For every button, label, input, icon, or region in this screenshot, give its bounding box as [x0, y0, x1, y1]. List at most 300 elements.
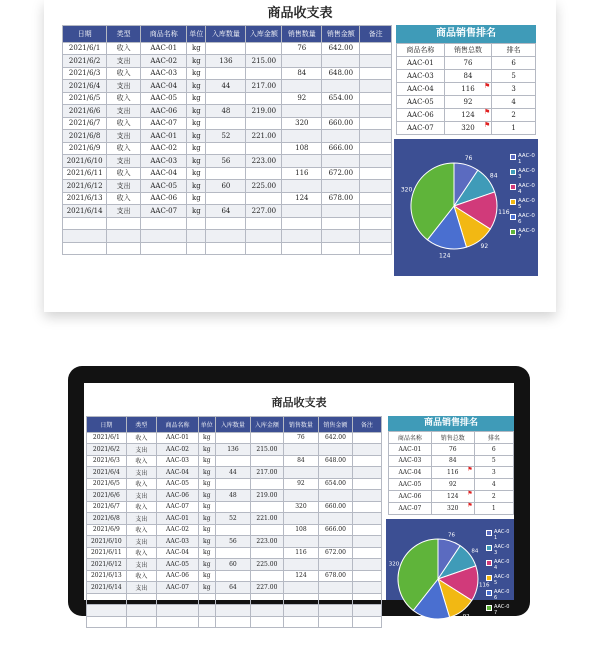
- screen-cell-in-amount: [251, 570, 283, 582]
- screen-cell-date: 2021/6/13: [87, 570, 127, 582]
- cell-sales-qty: [282, 130, 322, 143]
- screen-chart-legend: [486, 529, 512, 619]
- screen-cell-note: [352, 513, 381, 525]
- screen-cell-in-amount: 215.00: [251, 444, 283, 456]
- flag-icon: ⚑: [484, 82, 491, 90]
- ranking-product: AAC-07: [397, 122, 445, 135]
- cell-sales-qty: 124: [282, 192, 322, 205]
- screen-table-row: [87, 547, 382, 559]
- screen-cell-sales-amount: 678.00: [319, 570, 352, 582]
- screen-cell-type: 收入: [126, 455, 156, 467]
- cell-sales-amount: 642.00: [322, 42, 360, 55]
- cell-type: 收入: [107, 117, 141, 130]
- cell-unit: kg: [187, 142, 206, 155]
- cell-sales-amount: 660.00: [322, 117, 360, 130]
- screen-cell-note: [352, 455, 381, 467]
- screen-cell-sales-qty: [283, 582, 319, 594]
- screen-cell-in-qty: 52: [215, 513, 251, 525]
- table-row: [63, 180, 392, 193]
- ranking-title: 商品销售排名: [396, 25, 536, 43]
- cell-product: AAC-02: [141, 55, 187, 68]
- screen-flag-icon: ⚑: [467, 489, 473, 497]
- screen-cell-unit: kg: [198, 536, 215, 548]
- screen-ranking-rank: 3: [474, 467, 513, 479]
- cell-unit: kg: [187, 130, 206, 143]
- screen-cell-in-amount: 225.00: [251, 559, 283, 571]
- screen-header-date: 日期: [87, 417, 127, 433]
- table-row: [63, 67, 392, 80]
- legend-swatch: [510, 184, 516, 190]
- chart-legend: [510, 153, 536, 243]
- screen-header-type: 类型: [126, 417, 156, 433]
- screen-cell-sales-qty: 76: [283, 432, 319, 444]
- screen-ledger-header-row: [87, 417, 382, 433]
- cell-in-qty: [206, 142, 246, 155]
- cell-note: [360, 155, 392, 168]
- screen-cell-date: 2021/6/7: [87, 501, 127, 513]
- screen-cell-product: AAC-07: [157, 582, 199, 594]
- screen-cell-type: 收入: [126, 570, 156, 582]
- ranking-header-total: 销售总数: [444, 44, 492, 57]
- screen-header-note: 备注: [352, 417, 381, 433]
- ranking-header-rank: 排名: [492, 44, 536, 57]
- screen-cell-product: AAC-06: [157, 570, 199, 582]
- flag-icon: ⚑: [484, 121, 491, 129]
- screen-cell-sales-qty: [283, 513, 319, 525]
- cell-in-qty: 56: [206, 155, 246, 168]
- legend-label: AAC-04: [518, 183, 535, 195]
- cell-in-amount: [246, 192, 282, 205]
- screen-cell-sales-qty: [283, 536, 319, 548]
- screen-cell-sales-amount: 642.00: [319, 432, 352, 444]
- cell-note: [360, 105, 392, 118]
- ranking-total: 116: [461, 85, 475, 93]
- screen-ranking-product: AAC-01: [389, 443, 432, 455]
- screen-table-row: [87, 467, 382, 479]
- cell-in-qty: [206, 67, 246, 80]
- screen-cell-unit: kg: [198, 547, 215, 559]
- cell-unit: kg: [187, 155, 206, 168]
- screen-cell-sales-qty: 92: [283, 478, 319, 490]
- cell-in-qty: 60: [206, 180, 246, 193]
- screen-cell-in-qty: [215, 455, 251, 467]
- screen-cell-in-qty: 136: [215, 444, 251, 456]
- table-row: [63, 130, 392, 143]
- cell-in-amount: 217.00: [246, 80, 282, 93]
- cell-date: 2021/6/14: [63, 205, 107, 218]
- legend-item: [510, 168, 536, 180]
- cell-note: [360, 55, 392, 68]
- ranking-table: [396, 43, 536, 135]
- screen-ranking-total-cell: [431, 502, 474, 514]
- screen-cell-note: [352, 432, 381, 444]
- screen-cell-unit: kg: [198, 490, 215, 502]
- screen-cell-date: 2021/6/5: [87, 478, 127, 490]
- screen-cell-note: [352, 536, 381, 548]
- legend-label: AAC-06: [518, 213, 535, 225]
- cell-type: 支出: [107, 105, 141, 118]
- screen-cell-note: [352, 559, 381, 571]
- screen-ranking-header-product: 商品名称: [389, 432, 432, 444]
- ranking-row: [397, 57, 536, 70]
- screen-cell-sales-qty: [283, 559, 319, 571]
- cell-product: AAC-06: [141, 192, 187, 205]
- cell-sales-amount: 672.00: [322, 167, 360, 180]
- cell-product: AAC-04: [141, 167, 187, 180]
- ranking-product: AAC-03: [397, 70, 445, 83]
- screen-cell-note: [352, 501, 381, 513]
- cell-in-qty: [206, 42, 246, 55]
- screen-ranking-header-total: 销售总数: [431, 432, 474, 444]
- screen-cell-sales-qty: 124: [283, 570, 319, 582]
- screen-cell-in-qty: 56: [215, 536, 251, 548]
- screen-header-sales-amount: 销售金额: [319, 417, 352, 433]
- screen-ranking-row: [389, 502, 514, 514]
- screen-header-product: 商品名称: [157, 417, 199, 433]
- screen-ranking-total-cell: [431, 455, 474, 467]
- screen-table-row: [87, 536, 382, 548]
- screen-cell-product: AAC-02: [157, 524, 199, 536]
- screen-cell-note: [352, 570, 381, 582]
- screen-cell-in-amount: [251, 478, 283, 490]
- screen-table-row: [87, 490, 382, 502]
- screen-flag-icon: ⚑: [467, 466, 473, 474]
- screen-cell-in-amount: 217.00: [251, 467, 283, 479]
- header-unit: 单位: [187, 26, 206, 43]
- screen-cell-type: 支出: [126, 490, 156, 502]
- screen-cell-product: AAC-03: [157, 455, 199, 467]
- legend-swatch: [510, 154, 516, 160]
- legend-label: AAC-05: [518, 198, 535, 210]
- legend-item: [510, 228, 536, 240]
- screen-cell-in-qty: [215, 524, 251, 536]
- screen-ranking-total: 116: [447, 469, 459, 477]
- screen-cell-unit: kg: [198, 444, 215, 456]
- screen-cell-product: AAC-01: [157, 513, 199, 525]
- cell-sales-qty: 320: [282, 117, 322, 130]
- cell-date: 2021/6/7: [63, 117, 107, 130]
- screen-table-row: [87, 582, 382, 594]
- screen-cell-date: 2021/6/12: [87, 559, 127, 571]
- screen-cell-sales-amount: [319, 559, 352, 571]
- screen-table-row: [87, 513, 382, 525]
- cell-date: 2021/6/9: [63, 142, 107, 155]
- cell-sales-qty: 108: [282, 142, 322, 155]
- header-product: 商品名称: [141, 26, 187, 43]
- cell-date: 2021/6/11: [63, 167, 107, 180]
- ranking-row: [397, 83, 536, 96]
- screen-table-row: [87, 455, 382, 467]
- cell-date: 2021/6/4: [63, 80, 107, 93]
- cell-sales-amount: [322, 155, 360, 168]
- screen-table-row: [87, 432, 382, 444]
- cell-note: [360, 92, 392, 105]
- cell-sales-qty: [282, 155, 322, 168]
- empty-row: [63, 230, 392, 243]
- empty-row: [63, 242, 392, 255]
- screen-ranking-rank: 6: [474, 443, 513, 455]
- screen-cell-in-qty: [215, 501, 251, 513]
- table-row: [63, 117, 392, 130]
- cell-type: 支出: [107, 80, 141, 93]
- screen-cell-type: 支出: [126, 513, 156, 525]
- screen-cell-sales-amount: 672.00: [319, 547, 352, 559]
- screen-cell-note: [352, 524, 381, 536]
- cell-product: AAC-07: [141, 205, 187, 218]
- cell-type: 收入: [107, 142, 141, 155]
- cell-product: AAC-03: [141, 67, 187, 80]
- cell-type: 收入: [107, 67, 141, 80]
- cell-product: AAC-05: [141, 180, 187, 193]
- screen-pie-data-label: 92: [462, 614, 470, 621]
- screen-cell-in-qty: [215, 478, 251, 490]
- screen-cell-type: 支出: [126, 467, 156, 479]
- cell-date: 2021/6/10: [63, 155, 107, 168]
- screen-empty-row: [87, 593, 382, 605]
- screen-cell-type: 收入: [126, 547, 156, 559]
- screen-cell-unit: kg: [198, 513, 215, 525]
- screen-cell-in-qty: 60: [215, 559, 251, 571]
- cell-in-amount: [246, 142, 282, 155]
- cell-in-amount: 219.00: [246, 105, 282, 118]
- cell-type: 收入: [107, 42, 141, 55]
- cell-product: AAC-04: [141, 80, 187, 93]
- cell-in-amount: [246, 67, 282, 80]
- cell-sales-amount: 654.00: [322, 92, 360, 105]
- ranking-product: AAC-01: [397, 57, 445, 70]
- cell-sales-qty: [282, 55, 322, 68]
- ranking-row: [397, 96, 536, 109]
- cell-sales-qty: [282, 105, 322, 118]
- ranking-total-cell: [444, 96, 492, 109]
- cell-sales-qty: 84: [282, 67, 322, 80]
- screen-ranking-total-cell: [431, 467, 474, 479]
- cell-unit: kg: [187, 80, 206, 93]
- cell-sales-amount: [322, 55, 360, 68]
- cell-type: 支出: [107, 155, 141, 168]
- screen-cell-note: [352, 490, 381, 502]
- screen-header-sales-qty: 销售数量: [283, 417, 319, 433]
- header-sales-amount: 销售金额: [322, 26, 360, 43]
- screen-cell-unit: kg: [198, 501, 215, 513]
- screen-cell-sales-qty: [283, 467, 319, 479]
- cell-sales-amount: 666.00: [322, 142, 360, 155]
- screen-cell-in-qty: [215, 547, 251, 559]
- cell-unit: kg: [187, 180, 206, 193]
- screen-cell-product: AAC-01: [157, 432, 199, 444]
- screen-cell-product: AAC-02: [157, 444, 199, 456]
- cell-sales-amount: 648.00: [322, 67, 360, 80]
- screen-cell-in-qty: [215, 432, 251, 444]
- screen-ranking-product: AAC-06: [389, 490, 432, 502]
- cell-note: [360, 130, 392, 143]
- cell-note: [360, 117, 392, 130]
- cell-product: AAC-01: [141, 130, 187, 143]
- screen-legend-label: AAC-03: [494, 544, 510, 556]
- cell-type: 收入: [107, 167, 141, 180]
- cell-unit: kg: [187, 42, 206, 55]
- screen-legend-item: [486, 544, 512, 556]
- screen-cell-type: 支出: [126, 582, 156, 594]
- screen-cell-sales-amount: 654.00: [319, 478, 352, 490]
- screen-legend-label: AAC-01: [494, 529, 510, 541]
- cell-date: 2021/6/13: [63, 192, 107, 205]
- cell-date: 2021/6/8: [63, 130, 107, 143]
- table-row: [63, 192, 392, 205]
- screen-cell-note: [352, 547, 381, 559]
- ranking-total: 84: [463, 72, 473, 80]
- ranking-row: [397, 109, 536, 122]
- screen-legend-swatch: [486, 590, 492, 596]
- cell-note: [360, 167, 392, 180]
- header-date: 日期: [63, 26, 107, 43]
- screen-empty-row: [87, 616, 382, 628]
- screen-pie-chart-panel: [386, 519, 514, 629]
- table-row: [63, 55, 392, 68]
- cell-in-amount: 215.00: [246, 55, 282, 68]
- ranking-row: [397, 70, 536, 83]
- screen-cell-in-qty: 64: [215, 582, 251, 594]
- cell-type: 收入: [107, 192, 141, 205]
- cell-type: 支出: [107, 130, 141, 143]
- cell-product: AAC-01: [141, 42, 187, 55]
- screen-cell-unit: kg: [198, 432, 215, 444]
- screen-cell-date: 2021/6/10: [87, 536, 127, 548]
- screen-cell-unit: kg: [198, 570, 215, 582]
- screen-cell-in-amount: 223.00: [251, 536, 283, 548]
- screen-table-row: [87, 570, 382, 582]
- screen-ranking-rank: 5: [474, 455, 513, 467]
- screen-cell-sales-qty: 320: [283, 501, 319, 513]
- screen-cell-sales-amount: 648.00: [319, 455, 352, 467]
- screen-flag-icon: ⚑: [467, 501, 473, 509]
- screen-cell-in-amount: 227.00: [251, 582, 283, 594]
- screen-ranking-total-cell: [431, 490, 474, 502]
- cell-note: [360, 192, 392, 205]
- ranking-rank: 4: [492, 96, 536, 109]
- screen-legend-swatch: [486, 605, 492, 611]
- screen-cell-type: 支出: [126, 536, 156, 548]
- cell-in-amount: [246, 167, 282, 180]
- screen-cell-sales-amount: [319, 536, 352, 548]
- cell-sales-qty: [282, 205, 322, 218]
- pie-data-label: 84: [489, 172, 498, 180]
- screen-cell-unit: kg: [198, 582, 215, 594]
- screen-cell-date: 2021/6/1: [87, 432, 127, 444]
- cell-in-qty: 136: [206, 55, 246, 68]
- screen-ranking-total: 76: [448, 445, 457, 453]
- cell-note: [360, 80, 392, 93]
- header-type: 类型: [107, 26, 141, 43]
- screen-cell-product: AAC-03: [157, 536, 199, 548]
- legend-item: [510, 183, 536, 195]
- screen-cell-in-qty: 48: [215, 490, 251, 502]
- screen-ranking-row: [389, 479, 514, 491]
- pie-data-label: 320: [400, 186, 413, 194]
- ranking-total: 320: [461, 124, 475, 132]
- screen-cell-sales-qty: [283, 490, 319, 502]
- screen-cell-note: [352, 582, 381, 594]
- screen-ranking-product: AAC-05: [389, 479, 432, 491]
- screen-cell-type: 收入: [126, 524, 156, 536]
- screen-cell-in-amount: 221.00: [251, 513, 283, 525]
- cell-sales-amount: [322, 105, 360, 118]
- ranking-header-row: [397, 44, 536, 57]
- cell-sales-qty: 116: [282, 167, 322, 180]
- pie-data-label: 116: [498, 208, 510, 216]
- header-note: 备注: [360, 26, 392, 43]
- screen-ranking-title: 商品销售排名: [388, 416, 514, 431]
- screen-cell-unit: kg: [198, 467, 215, 479]
- screen-cell-sales-qty: [283, 444, 319, 456]
- screen-cell-sales-amount: [319, 444, 352, 456]
- pie-data-label: 92: [480, 243, 489, 251]
- screen-ranking-total: 320: [447, 504, 459, 512]
- cell-in-qty: 48: [206, 105, 246, 118]
- screen-cell-date: 2021/6/6: [87, 490, 127, 502]
- screen-table-row: [87, 478, 382, 490]
- legend-swatch: [510, 199, 516, 205]
- screen-header-in-amount: 入库金额: [251, 417, 283, 433]
- screen-legend-swatch: [486, 545, 492, 551]
- header-in-amount: 入库金额: [246, 26, 282, 43]
- ranking-total-cell: [444, 57, 492, 70]
- screen-cell-sales-amount: [319, 513, 352, 525]
- cell-note: [360, 205, 392, 218]
- screen-ranking-product: AAC-04: [389, 467, 432, 479]
- screen-legend-item: [486, 529, 512, 541]
- cell-note: [360, 142, 392, 155]
- table-row: [63, 155, 392, 168]
- screen-cell-in-qty: 44: [215, 467, 251, 479]
- header-in-qty: 入库数量: [206, 26, 246, 43]
- screen-cell-sales-qty: 108: [283, 524, 319, 536]
- legend-item: [510, 153, 536, 165]
- cell-sales-qty: 76: [282, 42, 322, 55]
- screen-legend-swatch: [486, 530, 492, 536]
- screen-ranking-total: 84: [448, 457, 457, 465]
- screen-cell-note: [352, 478, 381, 490]
- cell-unit: kg: [187, 55, 206, 68]
- screen-ranking-row: [389, 467, 514, 479]
- cell-date: 2021/6/12: [63, 180, 107, 193]
- cell-in-qty: 44: [206, 80, 246, 93]
- cell-product: AAC-03: [141, 155, 187, 168]
- screen-ranking-row: [389, 455, 514, 467]
- screen-cell-unit: kg: [198, 455, 215, 467]
- screen-cell-date: 2021/6/11: [87, 547, 127, 559]
- cell-unit: kg: [187, 117, 206, 130]
- ranking-total: 76: [463, 59, 473, 67]
- screen-cell-date: 2021/6/9: [87, 524, 127, 536]
- cell-in-amount: 225.00: [246, 180, 282, 193]
- cell-type: 支出: [107, 180, 141, 193]
- page-title: 商品收支表: [267, 6, 333, 21]
- cell-product: AAC-07: [141, 117, 187, 130]
- cell-type: 支出: [107, 205, 141, 218]
- cell-date: 2021/6/6: [63, 105, 107, 118]
- screen-cell-note: [352, 467, 381, 479]
- header-sales-qty: 销售数量: [282, 26, 322, 43]
- cell-date: 2021/6/2: [63, 55, 107, 68]
- pie-data-label: 124: [439, 252, 451, 260]
- cell-unit: kg: [187, 67, 206, 80]
- cell-in-amount: [246, 42, 282, 55]
- screen-cell-date: 2021/6/14: [87, 582, 127, 594]
- screen-legend-label: AAC-04: [494, 559, 510, 571]
- empty-row: [63, 217, 392, 230]
- screen-header-unit: 单位: [198, 417, 215, 433]
